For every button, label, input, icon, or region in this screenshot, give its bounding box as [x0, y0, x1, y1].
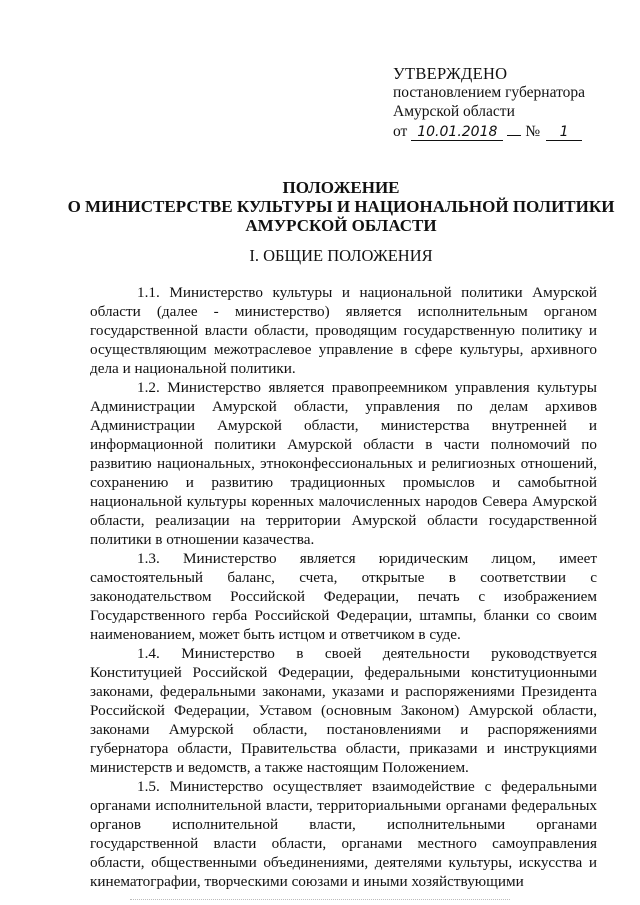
scan-footer-line: [130, 899, 510, 901]
approval-block: [393, 64, 623, 141]
paragraph-1-4: 1.4. Министерство в своей деятельности руководствуется Конституцией Российской Федерации, федеральными конституционными законами, федеральными законами, указами и распоряжениями Президента Российской Федерации, Уставом (основным Законом) Амурской области, законами Амурской области, постановлениями и распоряжениями губернатора области, Правительства области, приказами и инструкциями министерств и ведомств, а также настоящим Положением.: [90, 645, 597, 776]
document-title: [60, 178, 622, 235]
section-heading: I. ОБЩИЕ ПОЛОЖЕНИЯ: [249, 246, 433, 265]
paragraph-1-2: 1.2. Министерство является правопреемником управления культуры Администрации Амурской области, управления по делам архивов Администрации Амурской области, министерства внутренней и информационной политики Амурской области в части полномочий по развитию национальных, этноконфессиональных и религиозных отношений, сохранению и развитию традиционных промыслов и самобытной национальной культуры коренных малочисленных народов Севера Амурской области, реализации на территории Амурской области государственной политики в отношении казачества.: [90, 379, 597, 548]
approval-line-1: постановлением губернатора: [393, 84, 586, 101]
number-prefix: №: [525, 123, 541, 140]
approval-line-2: Амурской области: [393, 103, 515, 120]
paragraph-1-1: 1.1. Министерство культуры и национальной политики Амурской области (далее - министерство) является исполнительным органом государственной власти области, проводящим государственную политику и осуществляющим межотраслевое управление в сфере культуры, архивного дела и национальной политики.: [90, 284, 597, 377]
title-line-2: О МИНИСТЕРСТВЕ КУЛЬТУРЫ И НАЦИОНАЛЬНОЙ ПОЛИТИКИ: [67, 197, 615, 216]
paragraph-1-3: 1.3. Министерство является юридическим лицом, имеет самостоятельный баланс, счета, открытые в соответствии с законодательством Российской Федерации, печать с изображением Государственного герба Российской Федерации, штампы, бланки со своим наименованием, может быть истцом и ответчиком в суде.: [90, 550, 597, 643]
date-underline-gap: [507, 121, 521, 136]
title-line-1: ПОЛОЖЕНИЕ: [282, 178, 400, 197]
paragraph-1-5: 1.5. Министерство осуществляет взаимодействие с федеральными органами исполнительной власти, территориальными органами федеральных органов исполнительной власти, исполнительными органами государственной власти области, органами местного самоуправления области, общественными объединениями, деятелями культуры, искусства и кинематографии, творческими союзами и иными хозяйствующими: [90, 778, 597, 890]
title-line-3: АМУРСКОЙ ОБЛАСТИ: [245, 216, 437, 235]
date-prefix: от: [393, 123, 408, 140]
handwritten-number: 1: [546, 124, 582, 141]
approval-date-line: [393, 121, 623, 141]
handwritten-date: 10.01.2018: [411, 124, 503, 141]
document-body: [90, 283, 597, 891]
approval-heading: УТВЕРЖДЕНО: [393, 64, 508, 83]
